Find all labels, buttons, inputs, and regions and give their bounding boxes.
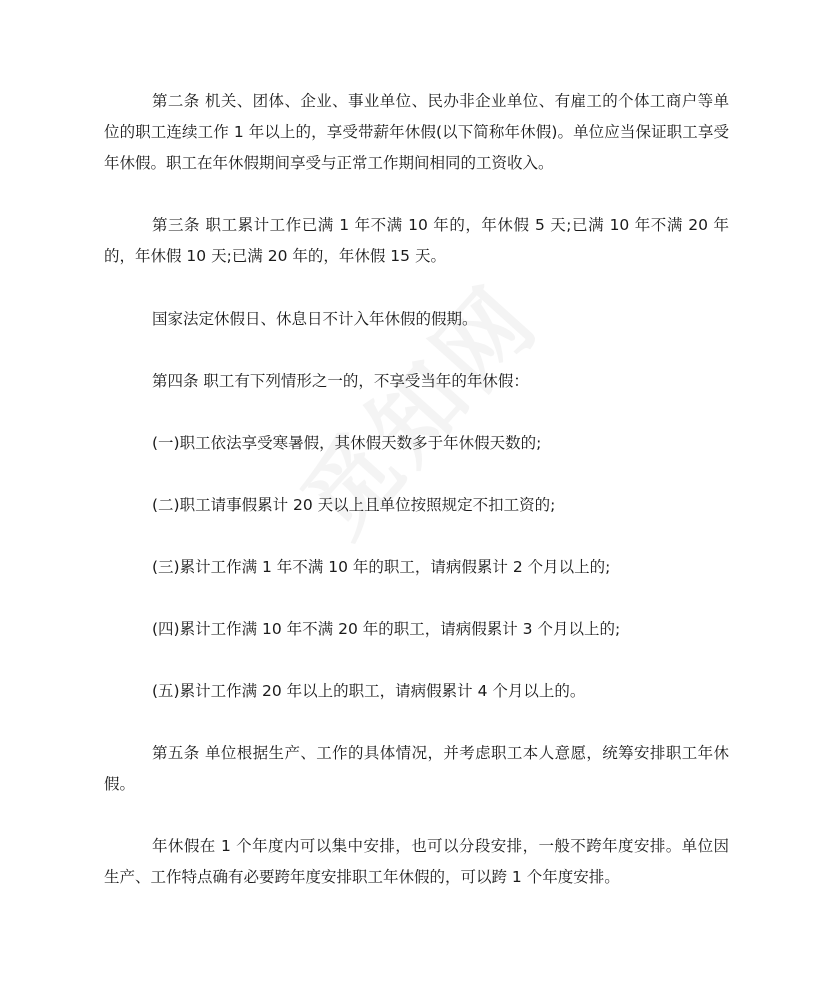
article-4-item-4: (四)累计工作满 10 年不满 20 年的职工，请病假累计 3 个月以上的;: [152, 620, 621, 638]
article-4-item-5: (五)累计工作满 20 年以上的职工，请病假累计 4 个月以上的。: [152, 682, 586, 700]
article-3-paragraph: 第三条 职工累计工作已满 1 年不满 10 年的，年休假 5 天;已满 10 年不满 20 年的，年休假 10 天;已满 20 年的，年休假 15 天。: [104, 216, 729, 265]
article-4-paragraph: 第四条 职工有下列情形之一的，不享受当年的年休假：: [152, 372, 529, 390]
article-5-paragraph: 第五条 单位根据生产、工作的具体情况，并考虑职工本人意愿，统筹安排职工年休假。: [104, 744, 729, 793]
holidays-note-paragraph: 国家法定休假日、休息日不计入年休假的假期。: [152, 310, 478, 328]
article-4-item-2: (二)职工请事假累计 20 天以上且单位按照规定不扣工资的;: [152, 496, 556, 514]
article-4-item-1: (一)职工依法享受寒暑假，其休假天数多于年休假天数的;: [152, 434, 542, 452]
article-4-item-3: (三)累计工作满 1 年不满 10 年的职工，请病假累计 2 个月以上的;: [152, 558, 611, 576]
scheduling-note-paragraph: 年休假在 1 个年度内可以集中安排，也可以分段安排，一般不跨年度安排。单位因生产、工作特点确有必要跨年度安排职工年休假的，可以跨 1 个年度安排。: [104, 837, 729, 886]
article-2-paragraph: 第二条 机关、团体、企业、事业单位、民办非企业单位、有雇工的个体工商户等单位的职工连续工作 1 年以上的，享受带薪年休假(以下简称年休假)。单位应当保证职工享受年休假。职工在年休假期间享受与正常工作期间相同的工资收入。: [104, 92, 729, 172]
